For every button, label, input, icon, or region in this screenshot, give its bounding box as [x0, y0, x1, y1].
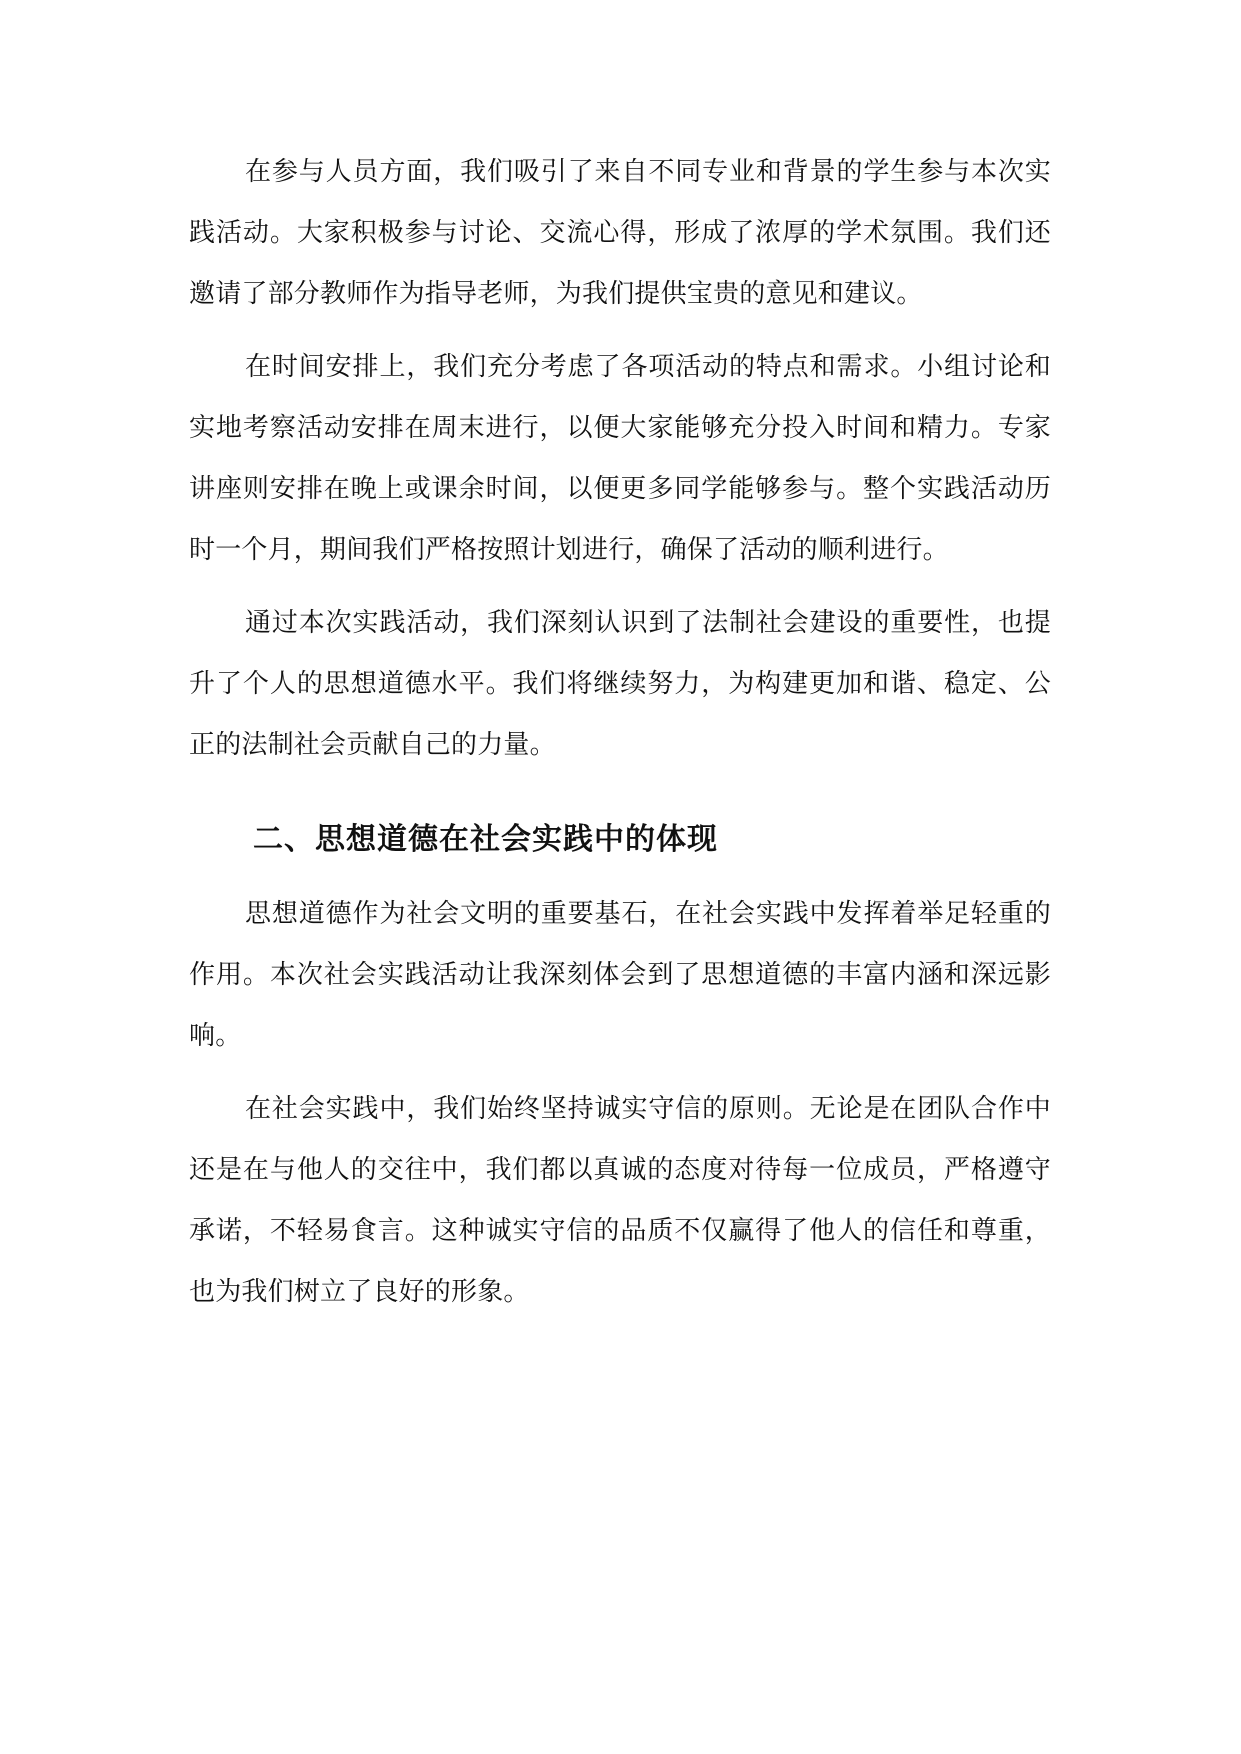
paragraph-honesty: 在社会实践中，我们始终坚持诚实守信的原则。无论是在团队合作中还是在与他人的交往中，我们都以真诚的态度对待每一位成员，严格遵守承诺，不轻易食言。这种诚实守信的品质不仅赢得了他人的信任和尊重，也为我们树立了良好的形象。: [189, 1094, 1051, 1307]
paragraph-conclusion: 通过本次实践活动，我们深刻认识到了法制社会建设的重要性，也提升了个人的思想道德水平。我们将继续努力，为构建更加和谐、稳定、公正的法制社会贡献自己的力量。: [189, 608, 1051, 760]
section-heading: 二、思想道德在社会实践中的体现: [253, 822, 718, 857]
paragraph-schedule: 在时间安排上，我们充分考虑了各项活动的特点和需求。小组讨论和实地考察活动安排在周末进行，以便大家能够充分投入时间和精力。专家讲座则安排在晚上或课余时间，以便更多同学能够参与。整个实践活动历时一个月，期间我们严格按照计划进行，确保了活动的顺利进行。: [189, 352, 1051, 565]
paragraph-participants: 在参与人员方面，我们吸引了来自不同专业和背景的学生参与本次实践活动。大家积极参与讨论、交流心得，形成了浓厚的学术氛围。我们还邀请了部分教师作为指导老师，为我们提供宝贵的意见和建议。: [189, 157, 1051, 309]
document-body: [189, 142, 1051, 1335]
paragraph-moral-foundation: 思想道德作为社会文明的重要基石，在社会实践中发挥着举足轻重的作用。本次社会实践活动让我深刻体会到了思想道德的丰富内涵和深远影响。: [189, 899, 1051, 1051]
